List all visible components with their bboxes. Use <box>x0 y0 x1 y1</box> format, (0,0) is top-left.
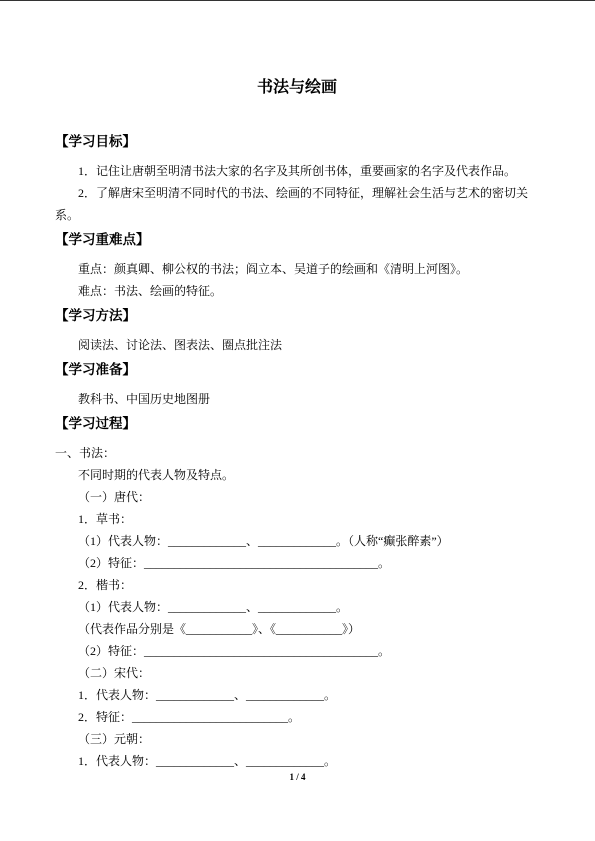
part-calligraphy: 一、书法： <box>55 446 116 460</box>
method-list: 阅读法、讨论法、图表法、圈点批注法 <box>78 338 283 352</box>
document-page <box>55 78 545 772</box>
preparation-list: 教科书、中国历史地图册 <box>78 392 211 406</box>
section-heading-process: 【学习过程】 <box>55 416 136 431</box>
page-number: 1 / 4 <box>289 772 306 782</box>
subsection-song: （二）宋代： <box>78 666 151 680</box>
fill-in-representatives: （1）代表人物：_____________、_____________。 <box>78 600 349 614</box>
fill-in-representatives: 1．代表人物：_____________、_____________。 <box>78 754 337 768</box>
section-heading-preparation: 【学习准备】 <box>55 362 136 377</box>
fill-in-features: 2．特征：__________________________。 <box>78 710 301 724</box>
document-title: 书法与绘画 <box>256 79 337 96</box>
fill-in-representatives: 1．代表人物：_____________、_____________。 <box>78 688 337 702</box>
goal-item-2: 2．了解唐宋至明清不同时代的书法、绘画的不同特征，理解社会生活与艺术的密切关 <box>78 186 529 200</box>
page-top-rule <box>0 0 595 1</box>
item-regular-script: 2．楷书： <box>78 578 133 592</box>
key-point: 重点：颜真卿、柳公权的书法；阎立本、吴道子的绘画和《清明上河图》。 <box>78 262 469 276</box>
difficult-point: 难点：书法、绘画的特征。 <box>78 284 223 298</box>
section-heading-methods: 【学习方法】 <box>55 308 136 323</box>
item-cursive-script: 1．草书： <box>78 512 133 526</box>
fill-in-works: （代表作品分别是《___________》、《___________》） <box>78 622 361 636</box>
goal-item-2-continuation: 系。 <box>55 208 80 222</box>
section-heading-key-points: 【学习重难点】 <box>55 232 150 247</box>
fill-in-representatives: （1）代表人物：_____________、_____________。（人称“癫张醉素”） <box>78 534 449 548</box>
fill-in-features: （2）特征：_______________________________________。 <box>78 556 391 570</box>
subsection-yuan: （三）元朝： <box>78 732 151 746</box>
goal-item-1: 1．记住让唐朝至明清书法大家的名字及其所创书体，重要画家的名字及代表作品。 <box>78 164 517 178</box>
fill-in-features: （2）特征：_______________________________________。 <box>78 644 391 658</box>
section-heading-goals: 【学习目标】 <box>55 134 136 149</box>
intro-line: 不同时期的代表人物及特点。 <box>78 468 235 482</box>
subsection-tang: （一）唐代： <box>78 490 151 504</box>
